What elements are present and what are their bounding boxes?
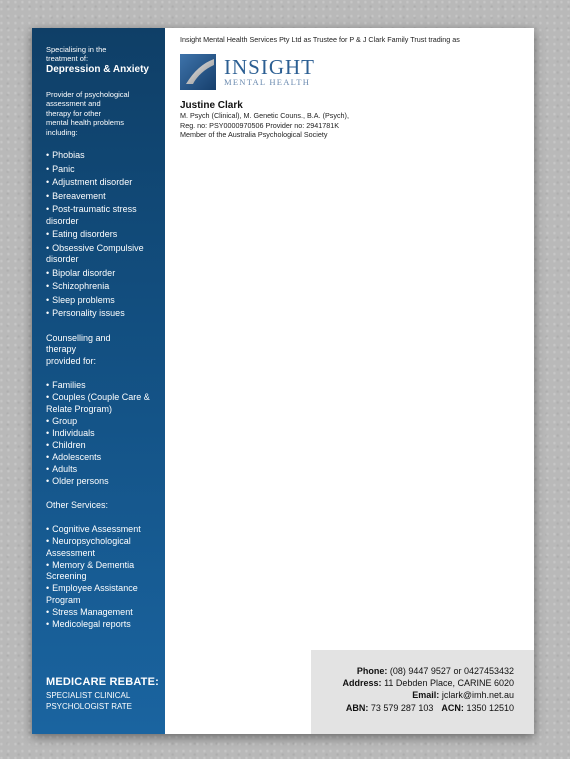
practitioner-details bbox=[180, 100, 349, 140]
bullet-icon: • bbox=[46, 607, 50, 618]
insight-logo-mark-icon bbox=[180, 54, 216, 90]
bullet-icon: • bbox=[46, 619, 50, 630]
list-item bbox=[46, 150, 159, 162]
bullet-icon: • bbox=[46, 439, 50, 450]
list-item bbox=[46, 607, 159, 619]
rebate-line: SPECIALIST CLINICAL bbox=[46, 691, 131, 700]
phone-label: Phone: bbox=[356, 666, 388, 676]
bullet-icon: • bbox=[46, 150, 50, 161]
registration-numbers: Reg. no: PSY0000970506 Provider no: 2941781K bbox=[180, 120, 340, 130]
counselling-list bbox=[46, 380, 159, 488]
provider-line: assessment and bbox=[46, 99, 101, 109]
provider-line: therapy for other bbox=[46, 108, 102, 118]
list-item bbox=[46, 452, 159, 464]
practitioner-name: Justine Clark bbox=[180, 100, 243, 111]
list-item bbox=[46, 524, 159, 536]
list-item-label: Schizophrenia bbox=[52, 281, 110, 292]
address-line bbox=[311, 677, 514, 689]
insight-logo bbox=[180, 54, 315, 90]
list-item-label: Phobias bbox=[52, 150, 85, 161]
sidebar-intro-line: Specialising in the bbox=[46, 45, 107, 54]
list-item bbox=[46, 268, 159, 280]
rebate-title: MEDICARE REBATE: bbox=[46, 676, 159, 688]
list-item bbox=[46, 619, 159, 631]
list-item bbox=[46, 308, 159, 320]
list-item-label: Sleep problems bbox=[52, 294, 115, 305]
list-item-label: Couples (Couple Care & Relate Program) bbox=[46, 392, 150, 414]
acn-label: ACN: bbox=[441, 702, 464, 713]
list-item-label: Adjustment disorder bbox=[52, 177, 133, 188]
bullet-icon: • bbox=[46, 464, 50, 475]
logo-title: INSIGHT bbox=[224, 55, 315, 79]
sidebar-intro bbox=[46, 45, 159, 63]
bullet-icon: • bbox=[46, 229, 50, 240]
counselling-heading-line: Counselling and bbox=[46, 332, 111, 343]
bullet-icon: • bbox=[46, 524, 50, 535]
list-item-label: Bereavement bbox=[52, 190, 106, 201]
bullet-icon: • bbox=[46, 281, 50, 292]
list-item-label: Obsessive Compulsive disorder bbox=[46, 242, 144, 265]
list-item-label: Stress Management bbox=[52, 607, 133, 618]
logo-text bbox=[224, 57, 315, 87]
email-value: jclark@imh.net.au bbox=[441, 690, 514, 701]
membership: Member of the Australia Psychological Society bbox=[180, 130, 328, 140]
list-item-label: Personality issues bbox=[52, 308, 125, 319]
sidebar-intro-line: treatment of: bbox=[46, 54, 89, 63]
bullet-icon: • bbox=[46, 415, 50, 426]
bullet-icon: • bbox=[46, 163, 50, 174]
list-item-label: Adolescents bbox=[52, 452, 102, 462]
services-sidebar bbox=[32, 28, 165, 734]
list-item bbox=[46, 416, 159, 428]
bullet-icon: • bbox=[46, 559, 50, 570]
acn-value: 1350 12510 bbox=[466, 702, 514, 713]
provider-paragraph bbox=[46, 90, 159, 137]
list-item bbox=[46, 295, 159, 307]
list-item-label: Medicolegal reports bbox=[52, 619, 131, 630]
list-item bbox=[46, 229, 159, 241]
list-item bbox=[46, 281, 159, 293]
bullet-icon: • bbox=[46, 536, 50, 547]
other-services-list bbox=[46, 524, 159, 630]
bullet-icon: • bbox=[46, 380, 50, 391]
abn-value: 73 579 287 103 bbox=[370, 702, 434, 713]
bullet-icon: • bbox=[46, 190, 50, 201]
phone-value: (08) 9447 9527 or 0427453432 bbox=[389, 666, 514, 676]
list-item bbox=[46, 204, 159, 227]
trust-line: Insight Mental Health Services Pty Ltd as Trustee for P & J Clark Family Trust trading as bbox=[180, 35, 460, 44]
bullet-icon: • bbox=[46, 452, 50, 462]
address-label: Address: bbox=[342, 678, 382, 689]
rebate-subtitle bbox=[46, 690, 159, 712]
bullet-icon: • bbox=[46, 267, 50, 278]
abn-acn-line bbox=[311, 702, 514, 714]
list-item-label: Eating disorders bbox=[52, 229, 118, 240]
bullet-icon: • bbox=[46, 427, 50, 438]
abn-label: ABN: bbox=[345, 702, 369, 713]
list-item-label: Children bbox=[52, 439, 86, 450]
bullet-icon: • bbox=[46, 392, 50, 403]
rebate-line: PSYCHOLOGIST RATE bbox=[46, 702, 132, 711]
email-line bbox=[311, 689, 514, 701]
list-item bbox=[46, 177, 159, 189]
list-item-label: Cognitive Assessment bbox=[52, 524, 141, 535]
bullet-icon: • bbox=[46, 294, 50, 305]
bullet-icon: • bbox=[46, 204, 50, 215]
list-item-label: Families bbox=[52, 380, 86, 391]
list-item-label: Post-traumatic stress disorder bbox=[46, 204, 137, 226]
list-item bbox=[46, 164, 159, 176]
provider-line: including: bbox=[46, 127, 78, 137]
bullet-icon: • bbox=[46, 308, 50, 319]
other-services-heading: Other Services: bbox=[46, 499, 109, 510]
contact-panel bbox=[311, 650, 534, 734]
list-item bbox=[46, 464, 159, 476]
conditions-list bbox=[46, 150, 159, 320]
bullet-icon: • bbox=[46, 583, 50, 594]
list-item bbox=[46, 536, 159, 559]
list-item bbox=[46, 476, 159, 488]
list-item-label: Individuals bbox=[52, 427, 95, 438]
list-item bbox=[46, 392, 159, 415]
list-item-label: Panic bbox=[52, 163, 75, 174]
counselling-heading-line: provided for: bbox=[46, 355, 97, 366]
bullet-icon: • bbox=[46, 476, 50, 487]
list-item-label: Adults bbox=[52, 464, 78, 475]
list-item-label: Employee Assistance Program bbox=[46, 583, 138, 605]
qualifications: M. Psych (Clinical), M. Genetic Couns., B.A. (Psych), bbox=[180, 111, 349, 120]
sidebar-heading: Depression & Anxiety bbox=[46, 64, 149, 75]
list-item-label: Older persons bbox=[52, 476, 109, 487]
counselling-heading-line: therapy bbox=[46, 344, 77, 355]
address-value: 11 Debden Place, CARINE 6020 bbox=[384, 678, 514, 689]
list-item bbox=[46, 428, 159, 440]
bullet-icon: • bbox=[46, 242, 50, 253]
list-item bbox=[46, 560, 159, 583]
list-item-label: Neuropsychological Assessment bbox=[46, 536, 131, 558]
counselling-heading bbox=[46, 333, 159, 368]
phone-line bbox=[311, 665, 514, 677]
list-item bbox=[46, 243, 159, 266]
email-label: Email: bbox=[412, 690, 440, 701]
list-item-label: Group bbox=[52, 415, 78, 426]
bullet-icon: • bbox=[46, 177, 50, 188]
list-item-label: Bipolar disorder bbox=[52, 267, 116, 278]
letterhead-page bbox=[32, 28, 534, 734]
logo-subtitle: MENTAL HEALTH bbox=[224, 77, 311, 87]
medicare-rebate bbox=[46, 676, 159, 712]
list-item bbox=[46, 583, 159, 606]
list-item bbox=[46, 380, 159, 392]
list-item bbox=[46, 440, 159, 452]
provider-line: mental health problems bbox=[46, 118, 124, 128]
list-item bbox=[46, 191, 159, 203]
provider-line: Provider of psychological bbox=[46, 90, 130, 99]
list-item-label: Memory & Dementia Screening bbox=[46, 559, 135, 582]
